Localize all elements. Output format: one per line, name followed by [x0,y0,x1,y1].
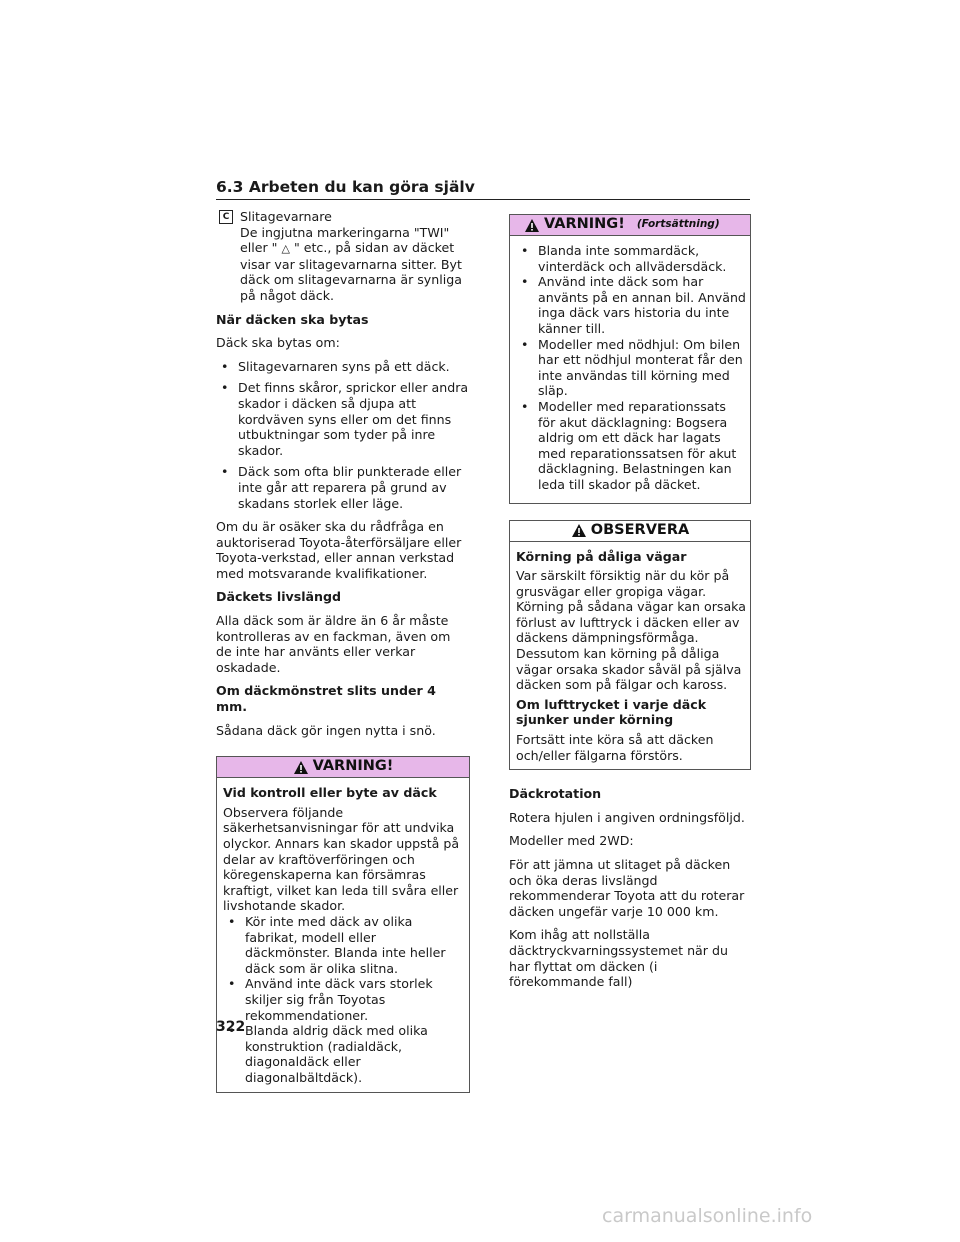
unsure-text: Om du är osäker ska du rådfråga en auktoriserad Toyota-återförsäljare eller Toyota-verkstad, eller annan verkstad med motsvarande kvalifikationer. [216,519,462,581]
rotation-p4: Kom ihåg att nollställa däcktryckvarningssystemet när du har flyttat om däcken (i förekommande fall) [509,927,728,990]
right-column [509,214,751,998]
item-c-wear-indicator [216,209,470,304]
rotation-p3: För att jämna ut slitaget på däcken och öka deras livslängd rekommenderar Toyota att du roterar däcken ungefär varje 10 000 km. [509,857,745,919]
warning-box [216,756,470,1092]
observera-t2: Fortsätt inte köra så att däcken och/eller fälgarna förstörs. [516,732,714,763]
observera-title: OBSERVERA [590,521,690,538]
observera-box [509,520,751,771]
warning-list [223,914,465,1086]
list-item: • Modeller med reparationssats för akut däcklagning: Bogsera aldrig om ett däck har lagats med reparationssatsen för akut däcklagning. Belastningen kan leda till skador på däcket. [516,399,746,493]
life-heading: Däckets livslängd [216,589,342,605]
rotation-p1: Rotera hjulen i angiven ordningsföljd. [509,809,745,825]
rotation-heading: Däckrotation [509,786,602,802]
list-item: • Däck som ofta blir punkterade eller inte går att reparera på grund av skadans storlek eller läge. [216,464,470,511]
list-item: • Det finns skåror, sprickor eller andra skador i däcken så djupa att kordväven syns eller om det finns utbuktningar som tyder på inre skador. [216,380,470,458]
warning-continued-title: VARNING! [544,216,625,233]
warning-intro: Observera följande säkerhetsanvisningar för att undvika olyckor. Annars kan skador uppstå på delar av kraftöverföringen och köregenskaperna kan försämras kraftigt, vilket kan leda till svåra eller livshotande skador. [223,804,460,914]
observera-h1: Körning på dåliga vägar [516,548,687,564]
watermark: carmanualsonline.info [602,1205,813,1227]
warning-triangle-icon [293,760,309,775]
list-item: • Använd inte däck som har använts på en annan bil. Använd inga däck vars historia du inte känner till. [516,274,746,336]
warning-continued-list [516,243,746,493]
triangle-mark-icon: △ [281,242,290,256]
item-c-badge: C [219,210,233,224]
list-item: • Slitagevarnaren syns på ett däck. [216,359,470,375]
list-item: • Blanda aldrig däck med olika konstruktion (radialdäck, diagonaldäck eller diagonalbältdäck). [223,1023,465,1085]
list-item: • Använd inte däck vars storlek skiljer sig från Toyotas rekommendationer. [223,976,465,1023]
item-c-text-after: " etc., på sidan av däcket visar var slitagevarnarna sitter. Byt däck om slitagevarnarna är synliga på något däck. [240,240,462,303]
warning-title: VARNING! [312,758,394,775]
item-c-text [240,225,470,304]
warning-subheading: Vid kontroll eller byte av däck [223,785,437,801]
item-c-title: Slitagevarnare [240,209,332,224]
list-item: • Blanda inte sommardäck, vinterdäck och allvädersdäck. [516,243,746,274]
warning-body [217,778,469,1091]
warning-triangle-icon [571,523,587,538]
continued-label: (Fortsättning) [636,218,720,231]
observera-header [510,521,750,542]
tread-heading: Om däckmönstret slits under 4 mm. [216,683,436,715]
observera-t1: Var särskilt försiktig när du kör på grusvägar eller gropiga vägar. Körning på sådana vägar kan orsaka förlust av lufttryck i däcken eller av däckens dämpningsförmåga. Dessutom kan körning på dåliga vägar orsaka skador såväl på själva däcken som på fälgar och kaross. [516,568,746,693]
page-number: 322 [216,1019,246,1035]
rotation-p2: Modeller med 2WD: [509,833,634,849]
list-item: • Modeller med nödhjul: Om bilen har ett nödhjul monterat får den inte användas till körning med släp. [516,337,746,399]
when-list [216,359,470,511]
when-intro: Däck ska bytas om: [216,335,340,351]
warning-header [217,757,469,778]
item-c-text-before: De ingjutna markeringarna "TWI" eller " [240,224,450,256]
observera-body [510,542,750,770]
section-title: 6.3 Arbeten du kan göra själv [216,178,750,200]
list-item: • Kör inte med däck av olika fabrikat, modell eller däckmönster. Blanda inte heller däck som är olika slitna. [223,914,465,976]
life-text: Alla däck som är äldre än 6 år måste kontrolleras av en fackman, även om de inte har använts eller verkar oskadade. [216,613,451,675]
warning-continued-body [510,236,750,503]
warning-triangle-icon [524,218,540,233]
warning-continued-header [510,215,750,236]
left-column [216,209,470,1109]
observera-h2: Om lufttrycket i varje däck sjunker under körning [516,696,707,728]
when-heading: När däcken ska bytas [216,311,369,327]
tread-text: Sådana däck gör ingen nytta i snö. [216,722,436,738]
warning-continued-box [509,214,751,504]
